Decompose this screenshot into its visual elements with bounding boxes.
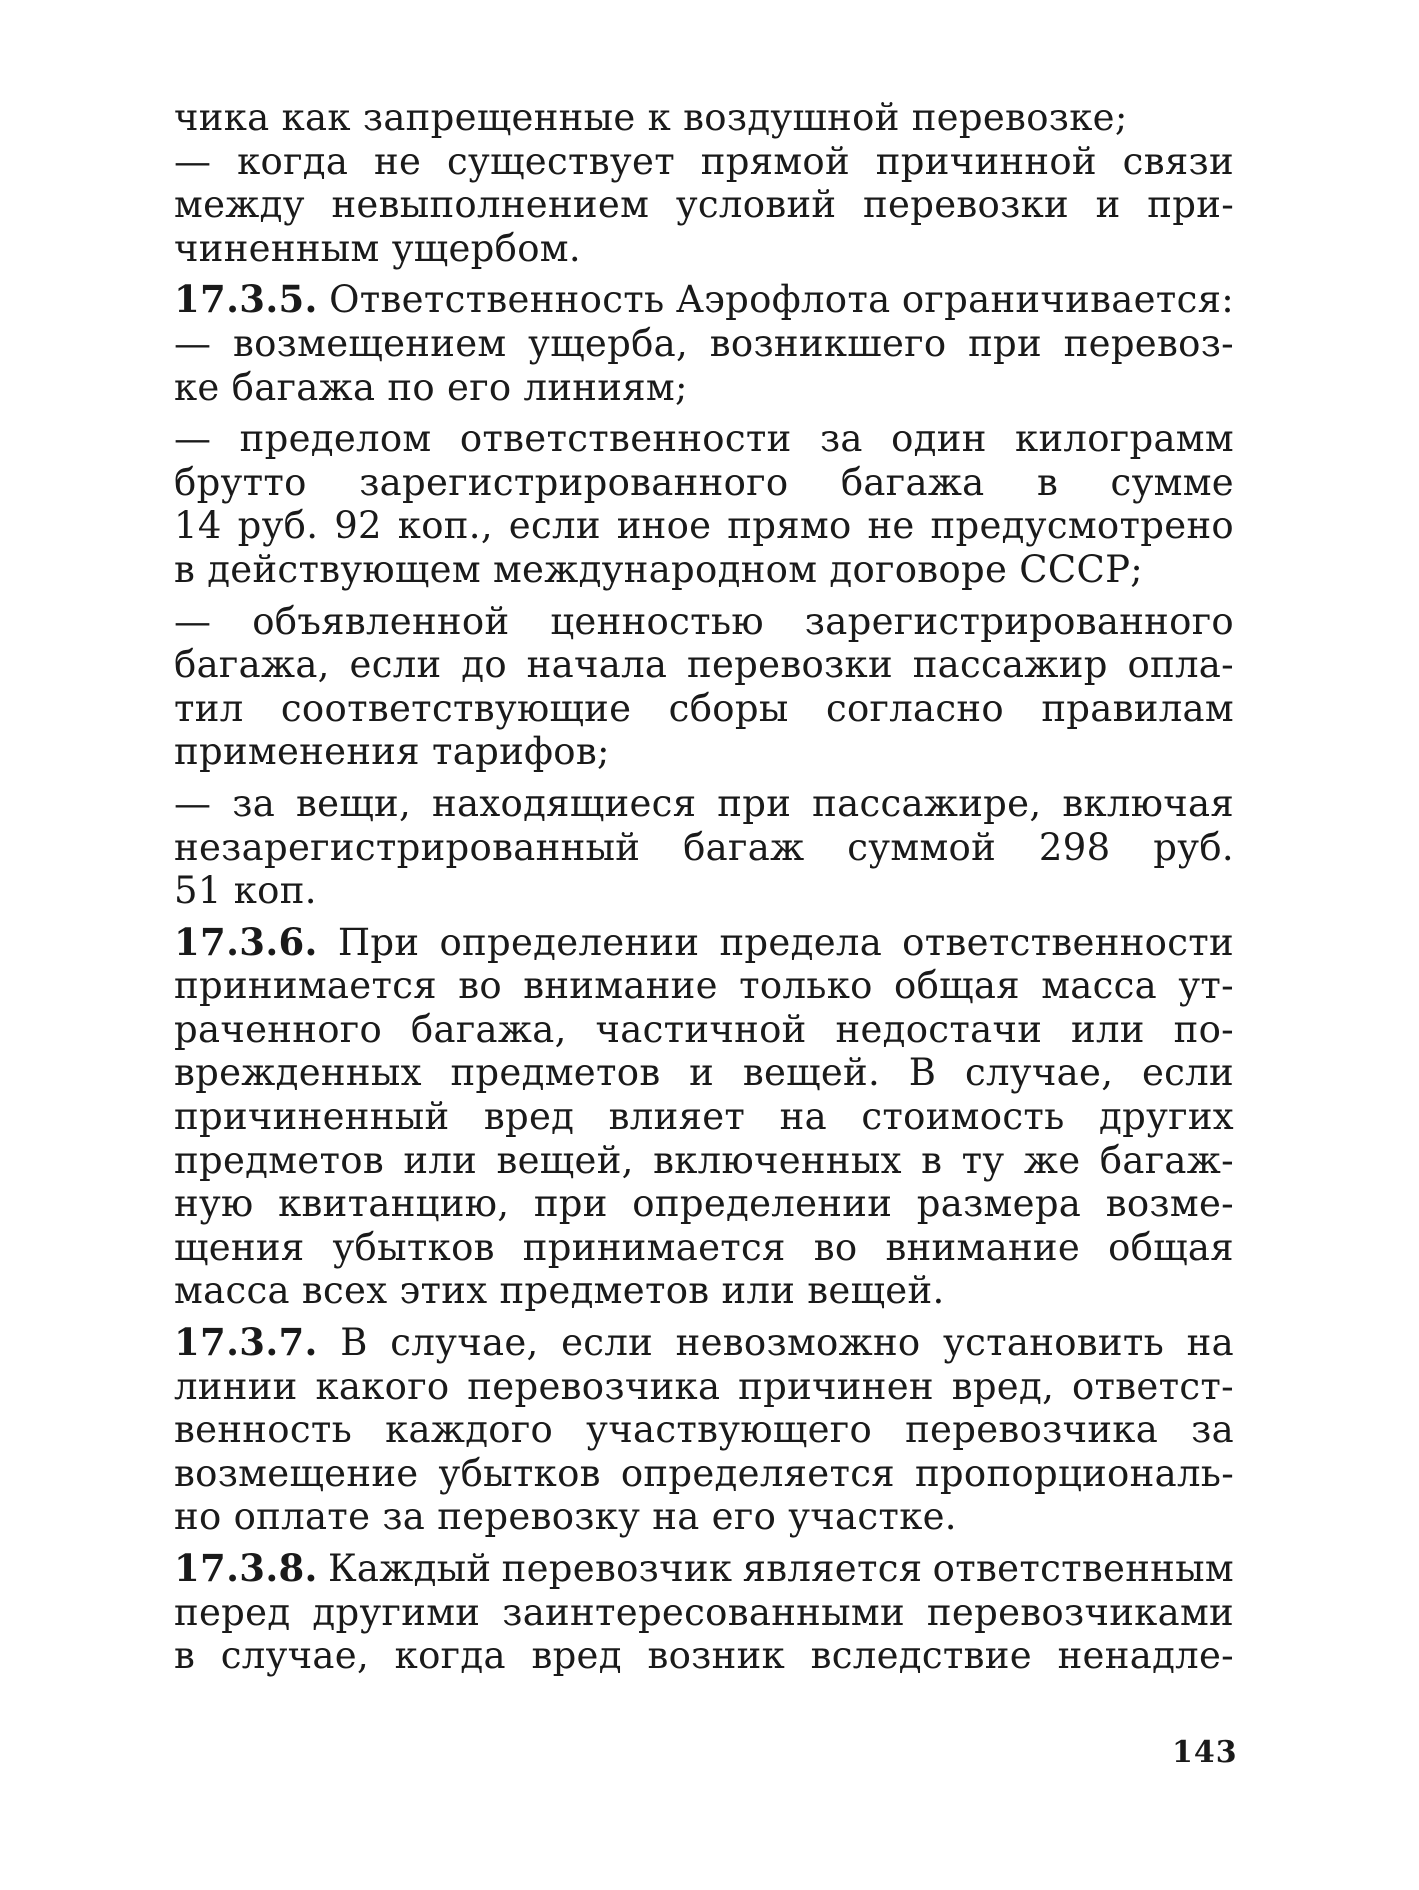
word: перед — [174, 1590, 291, 1634]
text-line — [174, 869, 1234, 913]
word: за — [1191, 1408, 1234, 1452]
word: находящиеся — [432, 781, 697, 825]
paragraph-gap — [174, 774, 1234, 782]
word: при- — [1147, 183, 1234, 227]
word: перевозчика — [905, 1408, 1159, 1452]
text-line — [174, 964, 1234, 1008]
text-line — [174, 504, 1234, 548]
word: пассажире, — [812, 781, 1042, 825]
word: сумме — [1110, 460, 1234, 504]
word: багаж — [683, 825, 805, 869]
line-text: но оплате за перевозку на его участке. — [174, 1495, 957, 1539]
word: установить — [943, 1321, 1165, 1365]
word: условий — [675, 183, 837, 227]
word: если — [508, 504, 601, 548]
word: объявленной — [252, 599, 510, 643]
word: существует — [447, 139, 675, 183]
word: вещей. — [742, 1051, 881, 1095]
word: на — [779, 1095, 827, 1139]
word: только — [739, 964, 873, 1008]
text-line — [174, 1495, 1234, 1539]
word: за — [232, 781, 276, 825]
word: определении — [439, 920, 700, 964]
text-line — [174, 548, 1234, 592]
word: участвующего — [586, 1408, 873, 1452]
word: багажа, — [174, 643, 330, 687]
word: перевозчик — [501, 1547, 733, 1590]
word: линии — [174, 1364, 298, 1408]
word: 92 — [334, 504, 382, 548]
section-number: 17.3.6. — [174, 919, 318, 964]
word: если — [349, 643, 442, 687]
word: В — [908, 1051, 937, 1095]
word: — — [174, 417, 212, 461]
text-line — [174, 921, 1234, 965]
word: килограмм — [1015, 417, 1234, 461]
word: по- — [1173, 1007, 1234, 1051]
word: предусмотрено — [930, 504, 1234, 548]
word: Каждый — [327, 1547, 492, 1590]
word: при — [717, 781, 792, 825]
word: предметов — [450, 1051, 661, 1095]
word: какого — [315, 1364, 450, 1408]
word: общая — [894, 964, 1020, 1008]
word: перевозки — [687, 643, 893, 687]
word: соответствующие — [280, 686, 632, 730]
word: при — [533, 1182, 608, 1226]
word: каждого — [385, 1408, 554, 1452]
word: 298 — [1038, 825, 1111, 869]
word: квитанцию, — [278, 1182, 510, 1226]
word: вред — [531, 1634, 622, 1678]
word: ту — [961, 1138, 1005, 1182]
word: ут- — [1178, 964, 1234, 1008]
word: брутто — [174, 460, 307, 504]
text-line — [174, 278, 1234, 322]
word: при — [968, 321, 1043, 365]
word: или — [403, 1138, 478, 1182]
word: возникшего — [709, 321, 947, 365]
word: опла- — [1127, 643, 1234, 687]
word: Ответственность — [329, 278, 665, 322]
word: или — [1071, 1007, 1145, 1051]
word: согласно — [825, 686, 1004, 730]
word: раченного — [174, 1007, 383, 1051]
word: врежденных — [174, 1051, 422, 1095]
word: заинтересованными — [502, 1590, 905, 1634]
word: вред, — [951, 1364, 1055, 1408]
text-line — [174, 1591, 1234, 1635]
paragraph-gap — [174, 409, 1234, 417]
word: если — [561, 1321, 654, 1365]
word: случае, — [220, 1634, 370, 1678]
word: внимание — [523, 964, 718, 1008]
text-line — [174, 1547, 1234, 1591]
text-line — [174, 1452, 1234, 1496]
word: и — [1095, 183, 1121, 227]
word: пропорциональ- — [914, 1451, 1234, 1495]
word: случае, — [964, 1051, 1114, 1095]
word: начала — [526, 643, 668, 687]
word: ответственным — [932, 1547, 1234, 1590]
word: предела — [719, 920, 883, 964]
text-line — [174, 183, 1234, 227]
word: связи — [1122, 139, 1234, 183]
word: убытков — [438, 1451, 601, 1495]
word: сборы — [668, 686, 789, 730]
word: ценностью — [550, 599, 764, 643]
text-line — [174, 1634, 1234, 1678]
word: причинен — [738, 1364, 934, 1408]
text-line — [174, 730, 1234, 774]
word: — — [174, 781, 212, 825]
text-line — [174, 826, 1234, 870]
word: является — [742, 1547, 923, 1590]
word: за — [819, 417, 863, 461]
text-line — [174, 1182, 1234, 1226]
line-text: в действующем международном договоре СССР; — [174, 547, 1144, 591]
word: вследствие — [810, 1634, 1032, 1678]
line-text: чиненным ущербом. — [174, 226, 581, 270]
word: масса — [1041, 964, 1158, 1008]
paragraph-gap — [174, 1539, 1234, 1547]
word: Аэрофлота — [675, 278, 891, 322]
paragraph-gap — [174, 913, 1234, 921]
text-line — [174, 643, 1234, 687]
word: иное — [616, 504, 712, 548]
text-line — [174, 1321, 1234, 1365]
word: перевозки — [863, 183, 1069, 227]
word: принимается — [174, 964, 437, 1008]
word: вещей, — [496, 1138, 634, 1182]
word: суммой — [847, 825, 997, 869]
word: вред — [483, 1095, 575, 1139]
word: влияет — [608, 1095, 746, 1139]
word: руб. — [1153, 825, 1234, 869]
word: в — [174, 1634, 196, 1678]
word: перевоз- — [1063, 321, 1234, 365]
word: ущерба, — [528, 321, 689, 365]
word: внимание — [885, 1225, 1081, 1269]
word: багажа, — [410, 1007, 567, 1051]
word: причиненный — [174, 1095, 450, 1139]
word: определяется — [620, 1451, 895, 1495]
word: венность — [174, 1408, 353, 1452]
word: когда — [394, 1634, 506, 1678]
text-line — [174, 417, 1234, 461]
word: зарегистрированного — [804, 599, 1234, 643]
word: и — [689, 1051, 715, 1095]
word: При — [337, 920, 420, 964]
word: ответст- — [1071, 1364, 1234, 1408]
word: пределом — [239, 417, 432, 461]
word: не — [374, 139, 422, 183]
text-line — [174, 227, 1234, 271]
word: случае, — [390, 1321, 539, 1365]
page-text — [174, 96, 1234, 1678]
word: если — [1141, 1051, 1234, 1095]
word: в — [1036, 460, 1059, 504]
word: зарегистрированного — [359, 460, 789, 504]
word: между — [174, 183, 305, 227]
word: на — [1186, 1321, 1234, 1365]
word: включенных — [653, 1138, 902, 1182]
word: правилам — [1041, 686, 1234, 730]
word: определении — [632, 1182, 893, 1226]
paragraph-gap — [174, 1313, 1234, 1321]
word: 14 — [174, 504, 222, 548]
text-line — [174, 96, 1234, 140]
word: ненадле- — [1057, 1634, 1234, 1678]
word: другими — [312, 1590, 481, 1634]
line-text: чика как запрещенные к воздушной перевозке; — [174, 96, 1128, 139]
word: ограничивается: — [901, 278, 1234, 322]
word: незарегистрированный — [174, 825, 641, 869]
word: прямой — [700, 139, 850, 183]
word: перевозчиками — [926, 1590, 1234, 1634]
word: тил — [174, 686, 244, 730]
word: пассажир — [912, 643, 1108, 687]
word: во — [813, 1225, 858, 1269]
word: один — [891, 417, 987, 461]
word: вещи, — [296, 781, 412, 825]
text-line — [174, 600, 1234, 644]
word: в — [921, 1138, 943, 1182]
text-line — [174, 461, 1234, 505]
word: — — [174, 139, 212, 183]
word: предметов — [174, 1138, 384, 1182]
word: принимается — [522, 1225, 786, 1269]
word: щения — [174, 1225, 305, 1269]
section-number: 17.3.7. — [174, 1320, 318, 1365]
word: же — [1023, 1138, 1081, 1182]
text-line — [174, 1365, 1234, 1409]
word: частичной — [595, 1007, 807, 1051]
line-text: масса всех этих предметов или вещей. — [174, 1269, 945, 1313]
text-line — [174, 1226, 1234, 1270]
text-line — [174, 687, 1234, 731]
paragraph-gap — [174, 592, 1234, 600]
word: общая — [1108, 1225, 1234, 1269]
word: — — [174, 599, 212, 643]
word: — — [174, 321, 212, 365]
text-line — [174, 366, 1234, 410]
word: размера — [916, 1182, 1082, 1226]
word: коп., — [397, 504, 493, 548]
word: В — [340, 1321, 368, 1365]
page-number: 143 — [1172, 1735, 1238, 1770]
word: возме- — [1105, 1182, 1234, 1226]
word: прямо — [727, 504, 852, 548]
word: возник — [647, 1634, 786, 1678]
word: убытков — [332, 1225, 495, 1269]
word: до — [461, 643, 507, 687]
text-line — [174, 782, 1234, 826]
text-line — [174, 1269, 1234, 1313]
text-line — [174, 140, 1234, 184]
word: ответственности — [459, 417, 792, 461]
word: ответственности — [902, 920, 1234, 964]
word: багаж- — [1099, 1138, 1234, 1182]
word: причинной — [875, 139, 1097, 183]
text-line — [174, 322, 1234, 366]
word: невозможно — [675, 1321, 921, 1365]
word: багажа — [840, 460, 985, 504]
word: стоимость — [861, 1095, 1065, 1139]
word: возмещением — [232, 321, 507, 365]
line-text: 51 коп. — [174, 869, 317, 913]
word: недостачи — [835, 1007, 1043, 1051]
section-number: 17.3.5. — [174, 277, 318, 322]
word: не — [867, 504, 915, 548]
paragraph-gap — [174, 270, 1234, 278]
text-line — [174, 1408, 1234, 1452]
word: руб. — [237, 504, 319, 548]
text-line — [174, 1139, 1234, 1183]
word: когда — [237, 139, 349, 183]
word: других — [1099, 1095, 1234, 1139]
word: во — [458, 964, 502, 1008]
line-text: ке багажа по его линиям; — [174, 365, 688, 409]
section-number: 17.3.8. — [174, 1546, 318, 1590]
text-line — [174, 1008, 1234, 1052]
word: возмещение — [174, 1451, 419, 1495]
word: включая — [1062, 781, 1234, 825]
word: ную — [174, 1182, 254, 1226]
text-line — [174, 1051, 1234, 1095]
text-line — [174, 1095, 1234, 1139]
line-text: применения тарифов; — [174, 730, 610, 774]
word: невыполнением — [331, 183, 650, 227]
word: перевозчика — [467, 1364, 721, 1408]
